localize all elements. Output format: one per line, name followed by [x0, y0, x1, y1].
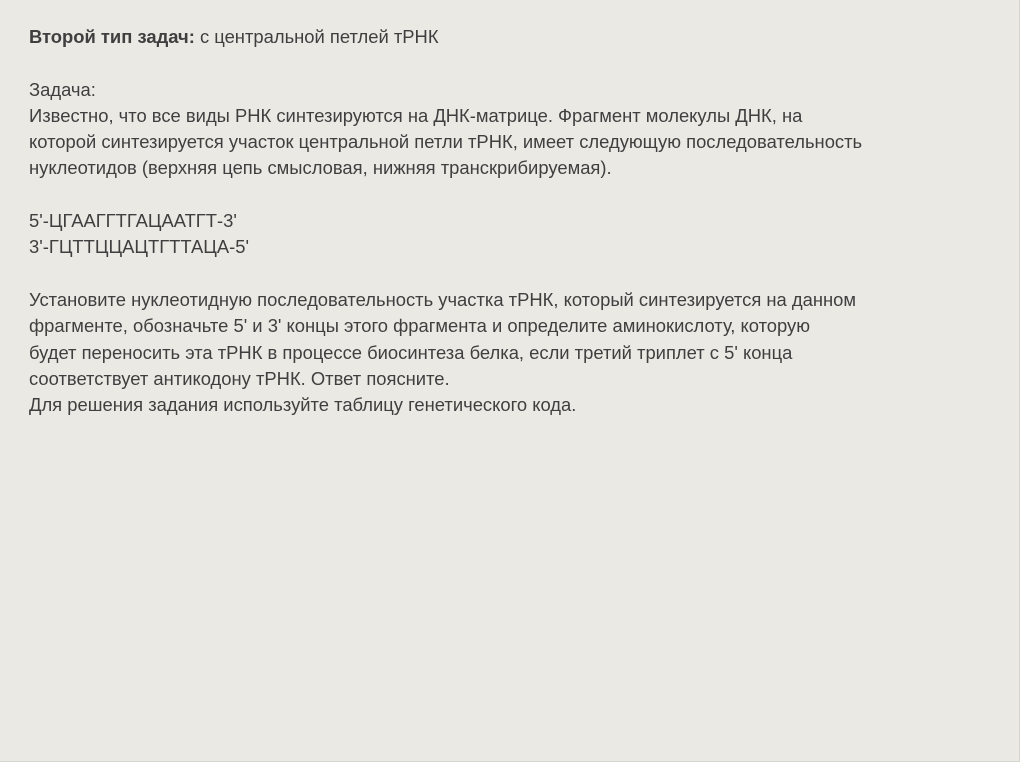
instruction-line: Для решения задания используйте таблицу генетического кода.: [29, 394, 577, 416]
heading-bold: Второй тип задач:: [29, 26, 195, 47]
question-line: соответствует антикодону тРНК. Ответ поясните.: [29, 367, 450, 389]
heading-rest: с центральной петлей тРНК: [194, 26, 439, 47]
intro-line: которой синтезируется участок центральной петли тРНК, имеет следующую последовательность: [29, 131, 863, 153]
question-line: фрагменте, обозначьте 5' и 3' концы этого фрагмента и определите аминокислоту, которую: [29, 315, 811, 337]
question-line: будет переносить эта тРНК в процессе биосинтеза белка, если третий триплет с 5' конца: [29, 341, 793, 363]
spacer: [29, 50, 989, 76]
intro-line: нуклеотидов (верхняя цепь смысловая, нижняя транскрибируемая).: [29, 157, 612, 179]
spacer: [29, 261, 989, 287]
dna-top-strand: 5'-ЦГААГГТГАЦААТГТ-3': [29, 210, 237, 232]
dna-bottom-strand: 3'-ГЦТТЦЦАЦТГТТАЦА-5': [29, 236, 250, 258]
spacer: [29, 182, 989, 208]
intro-line: Известно, что все виды РНК синтезируются на ДНК-матрице. Фрагмент молекулы ДНК, на: [29, 104, 803, 126]
slide-text: [29, 24, 989, 418]
slide-heading: [29, 24, 989, 50]
question-line: Установите нуклеотидную последовательность участка тРНК, который синтезируется на данном: [29, 288, 857, 310]
task-label: Задача:: [29, 78, 96, 100]
